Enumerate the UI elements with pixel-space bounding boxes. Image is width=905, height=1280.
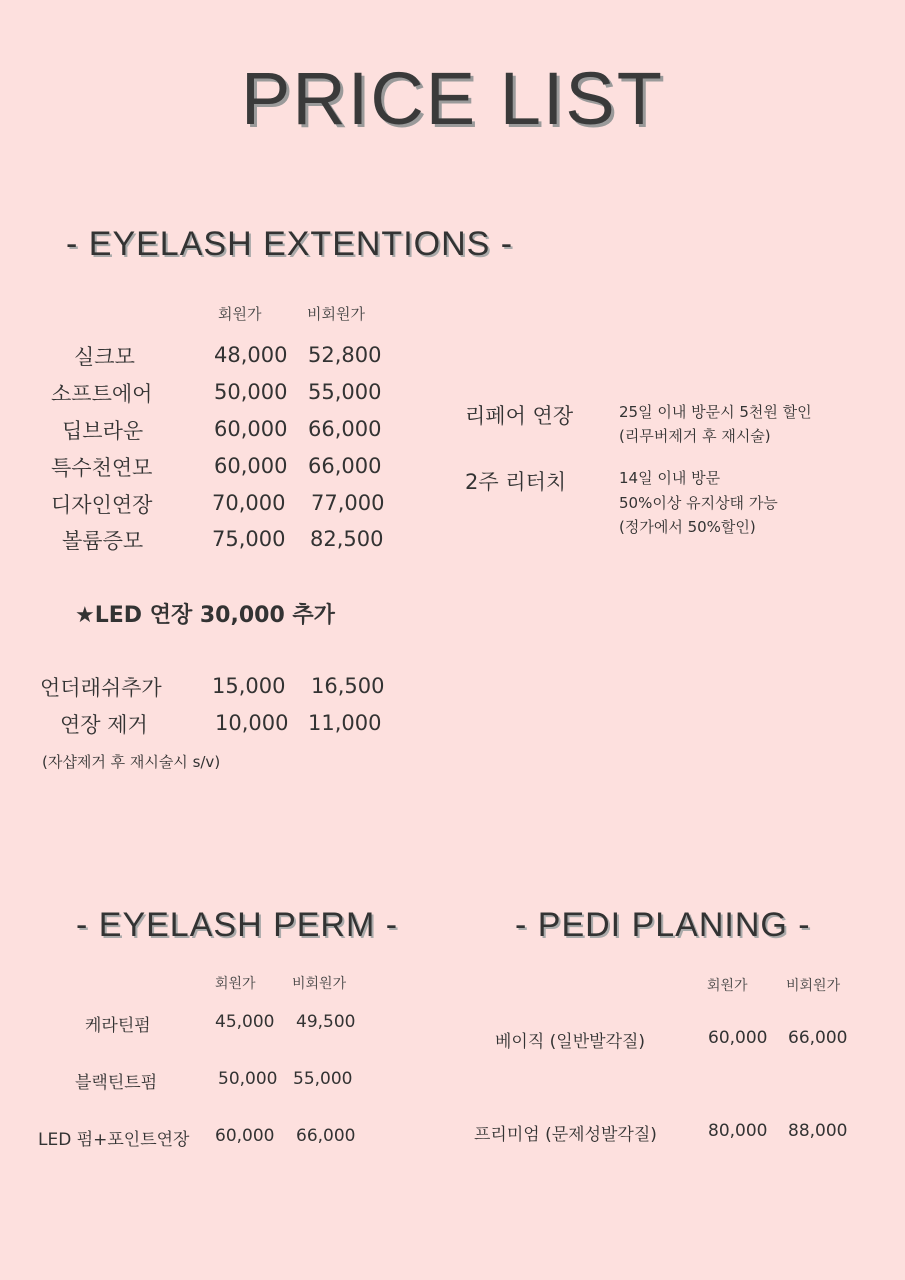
perm-member-price: 45,000	[215, 1012, 275, 1032]
retouch-label: 2주 리터치	[465, 470, 567, 494]
nonmember-price: 66,000	[308, 417, 382, 441]
retouch-note-line1: 14일 이내 방문	[619, 469, 721, 487]
pedi-item-name: 베이직 (일반발각질)	[495, 1032, 646, 1052]
extra-item-name: 연장 제거	[60, 713, 148, 737]
section-heading-pedi-planing: - PEDI PLANING -	[515, 906, 811, 944]
perm-column-header-nonmember: 비회원가	[292, 976, 347, 992]
section-heading-eyelash-perm: - EYELASH PERM -	[76, 906, 399, 944]
nonmember-price: 82,500	[310, 527, 384, 551]
pedi-member-price: 60,000	[708, 1028, 768, 1048]
nonmember-price: 77,000	[311, 491, 385, 515]
item-name: 딥브라운	[62, 419, 144, 443]
section-heading-eyelash-extensions: - EYELASH EXTENTIONS -	[66, 225, 514, 263]
extra-nonmember-price: 11,000	[308, 711, 382, 735]
nonmember-price: 66,000	[308, 454, 382, 478]
repair-label: 리페어 연장	[465, 404, 574, 428]
pedi-member-price: 80,000	[708, 1121, 768, 1141]
page-title: PRICE LIST	[241, 57, 664, 140]
retouch-note-line3: (정가에서 50%할인)	[619, 518, 756, 536]
pedi-column-header-member: 회원가	[707, 978, 748, 994]
member-price: 60,000	[214, 417, 288, 441]
perm-column-header-member: 회원가	[215, 976, 256, 992]
member-price: 48,000	[214, 343, 288, 367]
extra-nonmember-price: 16,500	[311, 674, 385, 698]
column-header-member: 회원가	[218, 305, 262, 323]
perm-item-name: 케라틴펌	[85, 1016, 151, 1036]
item-name: 볼륨증모	[62, 529, 144, 553]
item-name: 실크모	[74, 345, 135, 369]
column-header-nonmember: 비회원가	[307, 305, 365, 323]
pedi-item-name: 프리미엄 (문제성발각질)	[474, 1125, 657, 1145]
perm-member-price: 60,000	[215, 1126, 275, 1146]
retouch-note-line2: 50%이상 유지상태 가능	[619, 494, 778, 512]
member-price: 50,000	[214, 380, 288, 404]
pedi-column-header-nonmember: 비회원가	[786, 978, 841, 994]
member-price: 70,000	[212, 491, 286, 515]
item-name: 디자인연장	[51, 493, 153, 517]
led-extension-note: ★LED 연장 30,000 추가	[75, 603, 335, 628]
perm-item-name: LED 펌+포인트연장	[38, 1130, 190, 1150]
removal-note: (자샵제거 후 재시술시 s/v)	[42, 753, 221, 771]
perm-item-name: 블랙틴트펌	[75, 1073, 158, 1093]
member-price: 60,000	[214, 454, 288, 478]
extra-item-name: 언더래쉬추가	[40, 676, 162, 700]
item-name: 소프트에어	[51, 382, 153, 406]
nonmember-price: 52,800	[308, 343, 382, 367]
repair-note-line1: 25일 이내 방문시 5천원 할인	[619, 403, 812, 421]
pedi-nonmember-price: 88,000	[788, 1121, 848, 1141]
perm-nonmember-price: 55,000	[293, 1069, 353, 1089]
item-name: 특수천연모	[51, 456, 153, 480]
repair-note-line2: (리무버제거 후 재시술)	[619, 427, 771, 445]
pedi-nonmember-price: 66,000	[788, 1028, 848, 1048]
extra-member-price: 10,000	[215, 711, 289, 735]
nonmember-price: 55,000	[308, 380, 382, 404]
perm-nonmember-price: 66,000	[296, 1126, 356, 1146]
perm-member-price: 50,000	[218, 1069, 278, 1089]
member-price: 75,000	[212, 527, 286, 551]
extra-member-price: 15,000	[212, 674, 286, 698]
perm-nonmember-price: 49,500	[296, 1012, 356, 1032]
